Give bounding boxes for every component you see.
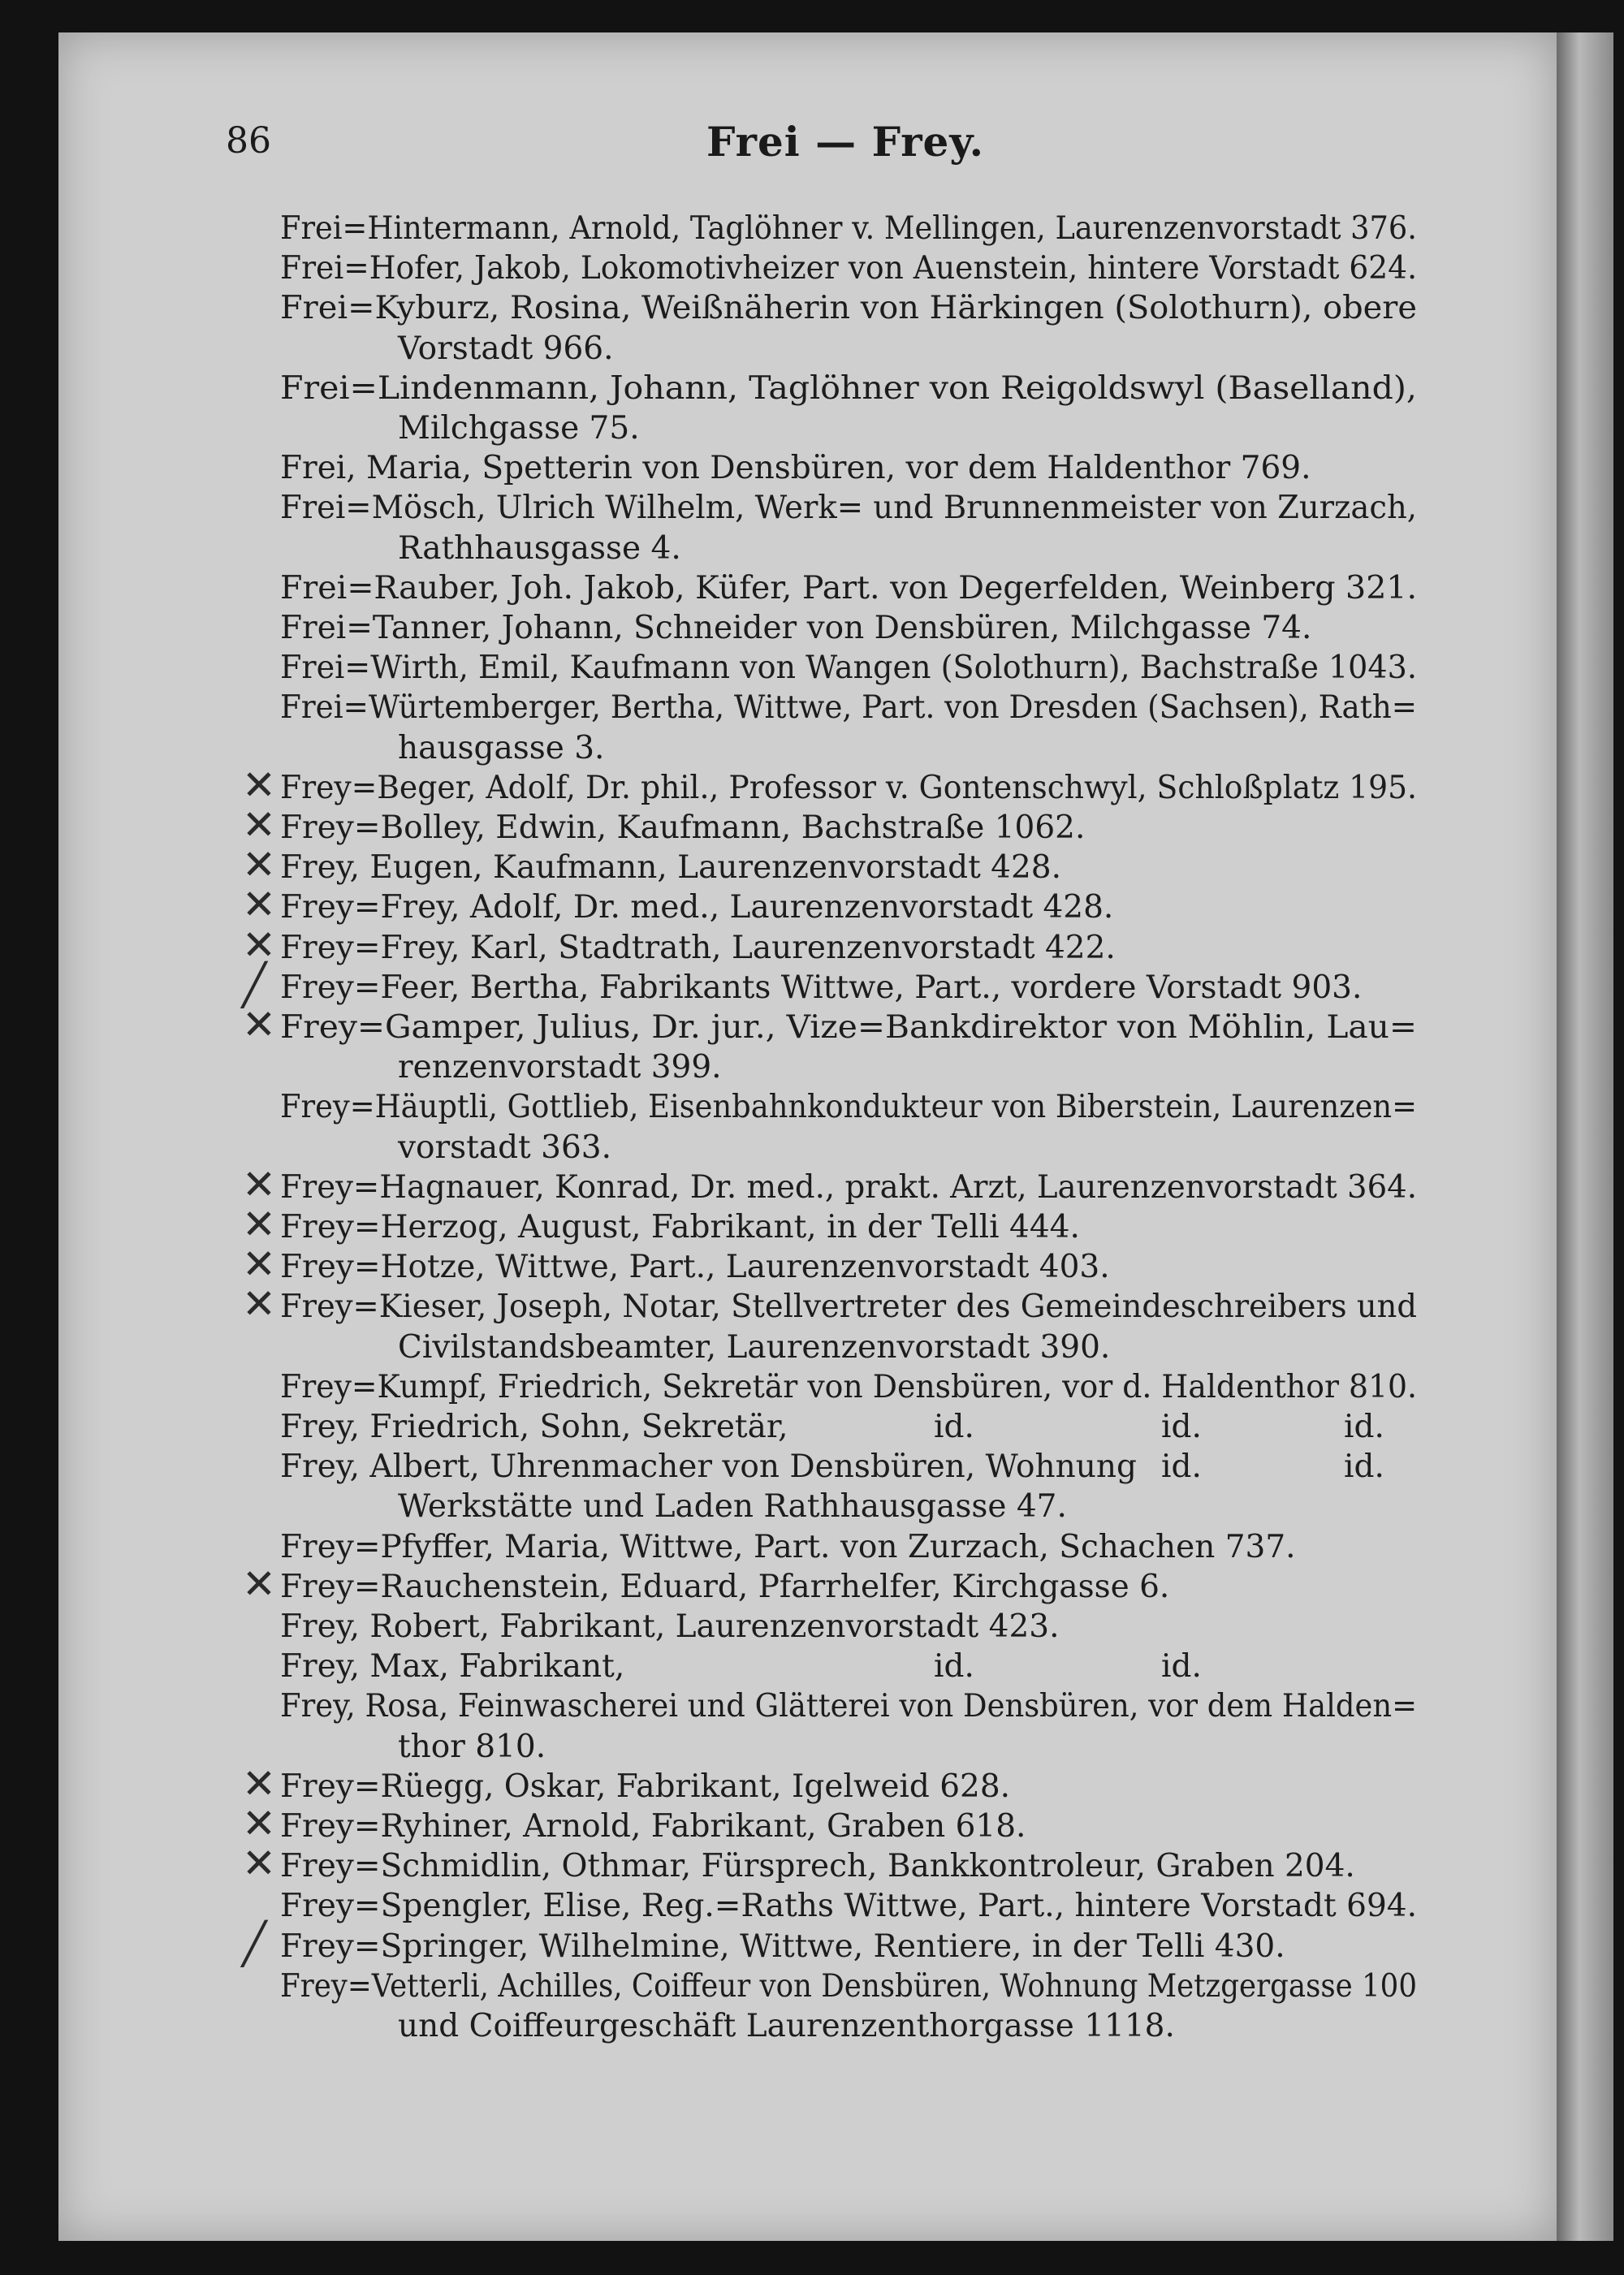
entry-line: Frei=Tanner, Johann, Schneider von Densbüren, Milchgasse 74. [280, 610, 1312, 646]
pencil-mark-icon: ✕ [242, 761, 276, 809]
entry-continuation: thor 810. [398, 1728, 546, 1765]
entry-line: Frey=Rüegg, Oskar, Fabrikant, Igelweid 628. [280, 1768, 1011, 1805]
pencil-mark-icon: ✕ [242, 1201, 276, 1248]
ditto-mark: id. [934, 1648, 974, 1686]
entry-continuation: hausgasse 3. [398, 729, 605, 766]
pencil-mark-icon: ✕ [242, 1800, 276, 1847]
pencil-mark-icon: ✕ [242, 1241, 276, 1289]
pencil-mark-icon: ✕ [242, 801, 276, 848]
entry-line: Frey=Hagnauer, Konrad, Dr. med., prakt. Arzt, Laurenzenvorstadt 364. [280, 1168, 1418, 1206]
entry-line: Frey=Bolley, Edwin, Kaufmann, Bachstraße 1062. [280, 809, 1086, 846]
ditto-mark: id. [1161, 1409, 1202, 1445]
pencil-mark-icon: ✕ [242, 1001, 276, 1048]
entry-line: Frey=Rauchenstein, Eduard, Pfarrhelfer, Kirchgasse 6. [280, 1568, 1170, 1605]
entry-continuation: Vorstadt 966. [398, 330, 614, 367]
ditto-mark: id. [1161, 1648, 1202, 1686]
ditto-mark: id. [1344, 1409, 1384, 1445]
ditto-mark: id. [1161, 1448, 1202, 1486]
pencil-mark-icon: ✕ [242, 841, 276, 889]
entry-line: Frey=Pfyffer, Maria, Wittwe, Part. von Zurzach, Schachen 737. [280, 1528, 1296, 1565]
entry-line: Frey=Frey, Adolf, Dr. med., Laurenzenvorstadt 428. [280, 889, 1114, 926]
entry-continuation: vorstadt 363. [398, 1129, 611, 1166]
ditto-mark: id. [1344, 1448, 1384, 1486]
entry-line: Frey, Albert, Uhrenmacher von Densbüren, Wohnung [280, 1448, 1137, 1486]
entry-line: Frei=Würtemberger, Bertha, Wittwe, Part. von Dresden (Sachsen), Rath= [280, 689, 1417, 727]
ditto-mark: id. [934, 1409, 974, 1445]
entry-continuation: und Coiffeurgeschäft Laurenzenthorgasse 1118. [398, 2008, 1175, 2044]
entry-line: Frei=Wirth, Emil, Kaufmann von Wangen (Solothurn), Bachstraße 1043. [280, 650, 1417, 687]
entry-continuation: Civilstandsbeamter, Laurenzenvorstadt 390. [398, 1328, 1111, 1366]
pencil-mark-icon: ✕ [242, 1280, 276, 1328]
pencil-mark-icon: ✕ [242, 881, 276, 929]
entry-line: Frey=Herzog, August, Fabrikant, in der Telli 444. [280, 1209, 1080, 1245]
entry-line: Frey=Hotze, Wittwe, Part., Laurenzenvorstadt 403. [280, 1249, 1110, 1286]
page-number: 86 [226, 120, 271, 162]
pencil-mark-icon: ╱ [242, 1919, 267, 1967]
entry-line: Frey=Kumpf, Friedrich, Sekretär von Densbüren, vor d. Haldenthor 810. [280, 1368, 1418, 1405]
entry-line: Frey=Gamper, Julius, Dr. jur., Vize=Bankdirektor von Möhlin, Lau= [280, 1009, 1418, 1046]
entry-line: Frey, Robert, Fabrikant, Laurenzenvorstadt 423. [280, 1608, 1060, 1645]
entry-line: Frei=Hintermann, Arnold, Taglöhner v. Mellingen, Laurenzenvorstadt 376. [280, 210, 1417, 247]
running-head: Frei — Frey. [706, 118, 985, 166]
entry-line: Frei=Lindenmann, Johann, Taglöhner von Reigoldswyl (Baselland), [280, 369, 1417, 407]
entry-line: Frei=Mösch, Ulrich Wilhelm, Werk= und Brunnenmeister von Zurzach, [280, 490, 1418, 527]
pencil-mark-icon: ✕ [242, 1560, 276, 1608]
entry-line: Frey=Feer, Bertha, Fabrikants Wittwe, Part., vordere Vorstadt 903. [280, 969, 1363, 1006]
entry-line: Frei=Hofer, Jakob, Lokomotivheizer von Auenstein, hintere Vorstadt 624. [280, 250, 1418, 287]
pencil-mark-icon: ✕ [242, 921, 276, 969]
entry-line: Frey=Spengler, Elise, Reg.=Raths Wittwe, Part., hintere Vorstadt 694. [280, 1888, 1418, 1925]
entry-line: Frei=Rauber, Joh. Jakob, Küfer, Part. von Degerfelden, Weinberg 321. [280, 569, 1418, 607]
entry-line: Frey=Kieser, Joseph, Notar, Stellvertreter des Gemeindeschreibers und [280, 1289, 1417, 1326]
entry-continuation: renzenvorstadt 399. [398, 1049, 722, 1086]
entry-line: Frey=Frey, Karl, Stadtrath, Laurenzenvorstadt 422. [280, 929, 1116, 966]
entry-line: Frey, Eugen, Kaufmann, Laurenzenvorstadt 428. [280, 849, 1061, 887]
entry-line: Frey=Ryhiner, Arnold, Fabrikant, Graben 618. [280, 1808, 1026, 1845]
entry-line: Frey=Schmidlin, Othmar, Fürsprech, Bankkontroleur, Graben 204. [280, 1848, 1355, 1885]
entry-line: Frey=Springer, Wilhelmine, Wittwe, Rentiere, in der Telli 430. [280, 1927, 1285, 1965]
pencil-mark-icon: ✕ [242, 1160, 276, 1208]
entry-line: Frey=Vetterli, Achilles, Coiffeur von Densbüren, Wohnung Metzgergasse 100 [280, 1967, 1417, 2005]
pencil-mark-icon: ✕ [242, 1759, 276, 1807]
entry-line: Frey=Beger, Adolf, Dr. phil., Professor v. Gontenschwyl, Schloßplatz 195. [280, 769, 1418, 806]
entry-line: Frey=Häuptli, Gottlieb, Eisenbahnkondukteur von Biberstein, Laurenzen= [280, 1089, 1417, 1126]
entry-line: Frei, Maria, Spetterin von Densbüren, vor dem Haldenthor 769. [280, 450, 1311, 487]
entry-continuation: Rathhausgasse 4. [398, 529, 681, 567]
entry-continuation: Milchgasse 75. [398, 410, 640, 447]
pencil-mark-icon: ╱ [242, 961, 267, 1008]
entry-continuation: Werkstätte und Laden Rathhausgasse 47. [398, 1488, 1067, 1526]
entry-line: Frei=Kyburz, Rosina, Weißnäherin von Härkingen (Solothurn), obere [280, 290, 1417, 327]
pencil-mark-icon: ✕ [242, 1840, 276, 1888]
entry-line: Frey, Friedrich, Sohn, Sekretär, [280, 1409, 788, 1445]
entry-line: Frey, Max, Fabrikant, [280, 1648, 625, 1686]
entry-line: Frey, Rosa, Feinwascherei und Glätterei von Densbüren, vor dem Halden= [280, 1688, 1418, 1725]
